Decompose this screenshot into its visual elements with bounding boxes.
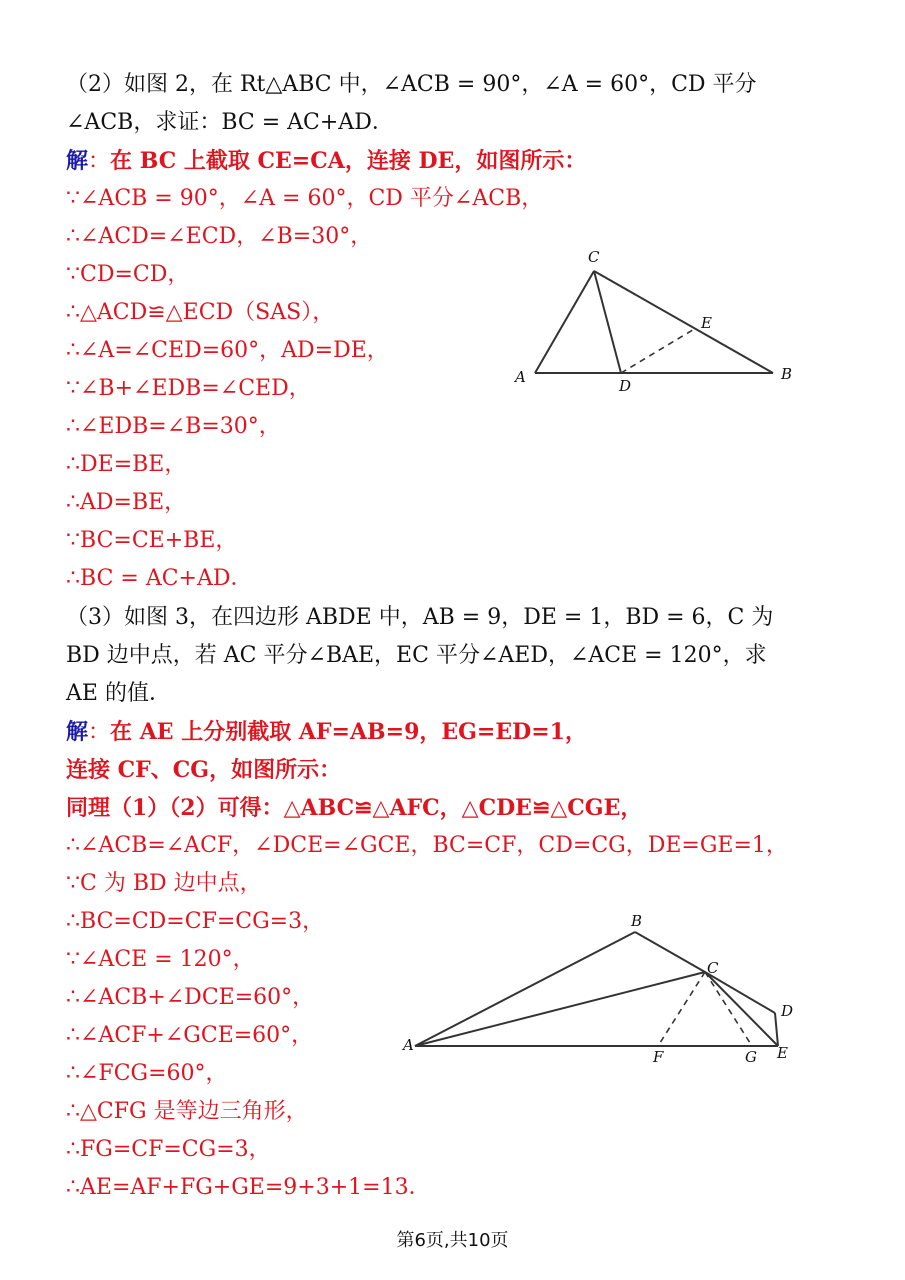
solution-colon: ： — [88, 149, 111, 174]
solution3-step: ∴∠ACB+∠DCE=60°， — [66, 985, 315, 1010]
label-g: G — [745, 1048, 757, 1066]
problem3-line3: AE 的值． — [66, 681, 171, 706]
solution2-step: ∴AD=BE， — [66, 490, 187, 515]
label-a: A — [515, 368, 526, 386]
solution3-step: ∵C 为 BD 边中点， — [66, 871, 262, 896]
segment-cd — [594, 271, 621, 373]
segment-de — [775, 1013, 778, 1046]
solution-label: 解 — [66, 719, 89, 745]
solution2-intro-line — [66, 146, 586, 177]
segment-bc — [635, 932, 705, 972]
solution3-intro-line — [66, 717, 587, 748]
solution-label: 解 — [66, 148, 89, 174]
solution2-step: ∵CD=CD， — [66, 262, 190, 287]
segment-de — [621, 328, 696, 373]
label-b: B — [781, 365, 793, 383]
solution3-intro3: 同理（1）（2）可得：△ABC≌△AFC，△CDE≌△CGE， — [66, 795, 643, 821]
label-d: D — [619, 377, 632, 395]
solution2-intro: 在 BC 上截取 CE=CA，连接 DE，如图所示： — [110, 148, 587, 174]
solution3-step: ∴AE=AF+FG+GE=9+3+1=13． — [66, 1175, 431, 1200]
solution2-step: ∴BC = AC+AD． — [66, 566, 253, 591]
problem3-line1: （3）如图 3，在四边形 ABDE 中，AB = 9，DE = 1，BD = 6，C 为 — [66, 605, 774, 630]
label-d: D — [781, 1002, 794, 1020]
problem2-line2: ∠ACB，求证：BC = AC+AD． — [66, 110, 394, 135]
solution3-step: ∴FG=CF=CG=3， — [66, 1137, 271, 1162]
solution3-step: ∵∠ACE = 120°， — [66, 947, 255, 972]
segment-ac — [415, 972, 705, 1046]
segment-cg — [705, 972, 752, 1046]
solution3-step: ∴∠FCG=60°， — [66, 1061, 228, 1086]
label-f: F — [653, 1048, 664, 1066]
solution3-step: ∴∠ACF+∠GCE=60°， — [66, 1023, 314, 1048]
solution2-step: ∵∠ACB = 90°，∠A = 60°，CD 平分∠ACB， — [66, 186, 544, 211]
solution3-step: ∴△CFG 是等边三角形， — [66, 1099, 308, 1124]
solution3-step: ∴BC=CD=CF=CG=3， — [66, 909, 325, 934]
segment-ab — [415, 932, 635, 1046]
solution2-step: ∴△ACD≌△ECD（SAS）， — [66, 300, 335, 325]
solution3-intro: 在 AE 上分别截取 AF=AB=9，EG=ED=1， — [110, 719, 587, 745]
solution2-step: ∴∠ACD=∠ECD，∠B=30°， — [66, 224, 373, 249]
solution2-step: ∴∠A=∠CED=60°，AD=DE， — [66, 338, 389, 363]
solution2-step: ∴∠EDB=∠B=30°， — [66, 414, 281, 439]
problem3-line2: BD 边中点，若 AC 平分∠BAE，EC 平分∠AED，∠ACE = 120°，求 — [66, 643, 767, 668]
solution-colon: ： — [88, 720, 111, 745]
label-e: E — [701, 314, 712, 332]
label-b: B — [631, 912, 643, 930]
label-a: A — [403, 1036, 414, 1054]
solution3-intro2: 连接 CF、CG，如图所示： — [66, 757, 342, 783]
solution2-step: ∴DE=BE， — [66, 452, 187, 477]
segment-cb — [594, 271, 773, 373]
label-e: E — [777, 1044, 788, 1062]
figure2-diagram — [505, 240, 805, 400]
solution2-step: ∵∠B+∠EDB=∠CED， — [66, 376, 311, 401]
page-number: 第6页,共10页 — [396, 1230, 509, 1251]
label-c: C — [588, 248, 600, 266]
figure3-diagram — [395, 905, 805, 1075]
segment-ac — [535, 271, 594, 373]
solution2-step: ∵BC=CE+BE， — [66, 528, 238, 553]
problem2-line1: （2）如图 2，在 Rt△ABC 中，∠ACB = 90°，∠A = 60°，CD 平分 — [66, 72, 757, 97]
label-c: C — [707, 959, 719, 977]
solution3-step: ∴∠ACB=∠ACF，∠DCE=∠GCE，BC=CF，CD=CG，DE=GE=1， — [66, 833, 788, 858]
